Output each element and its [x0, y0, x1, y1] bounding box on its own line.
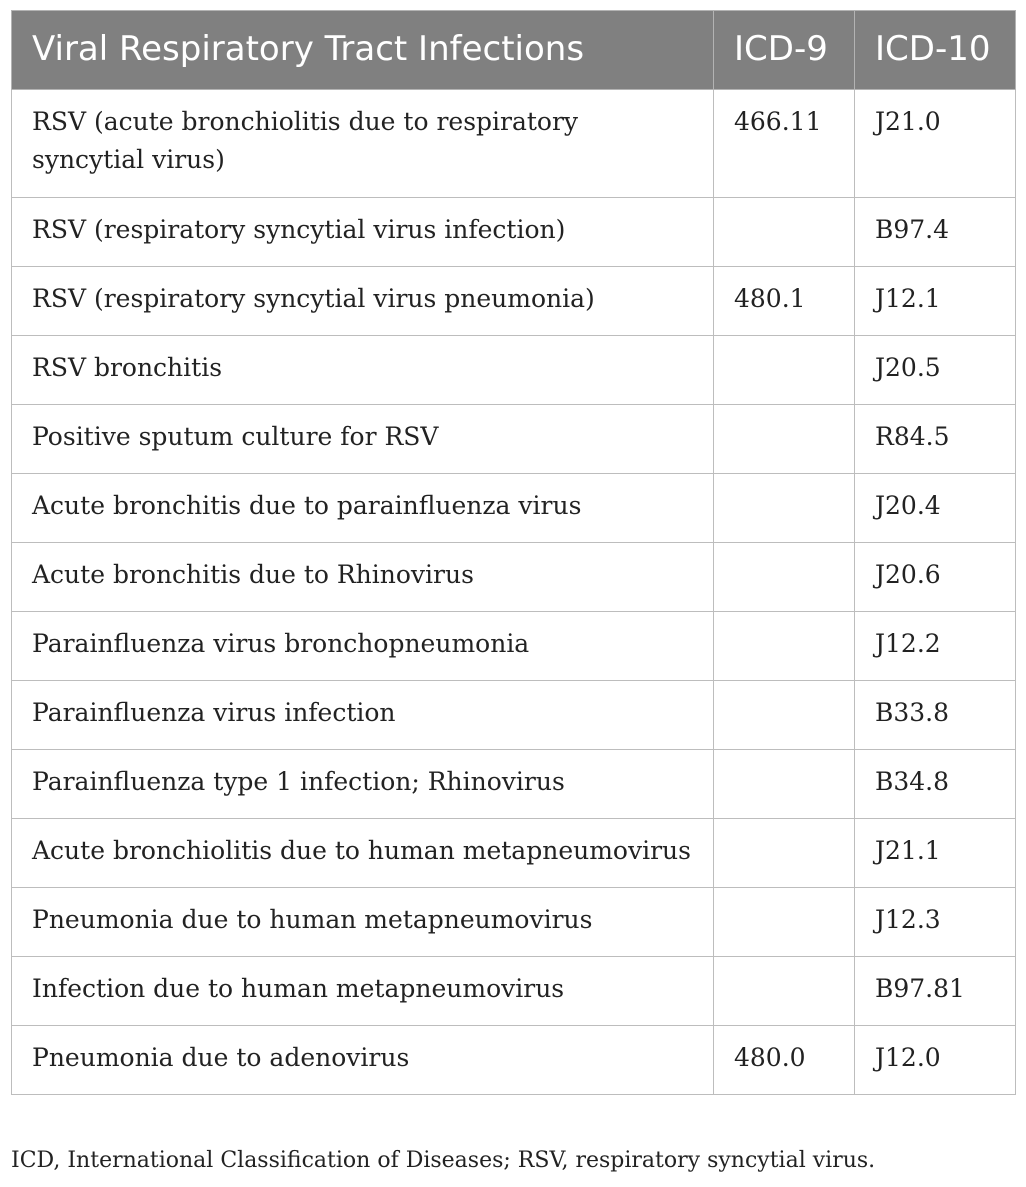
cell-icd10: J12.0 [855, 1026, 1016, 1095]
cell-icd10: J12.1 [855, 267, 1016, 336]
header-icd10: ICD-10 [855, 11, 1016, 90]
cell-infection: Acute bronchiolitis due to human metapneumovirus [12, 819, 714, 888]
table-header-row [12, 11, 1016, 90]
cell-icd9 [714, 474, 855, 543]
header-infection: Viral Respiratory Tract Infections [12, 11, 714, 90]
cell-icd10: R84.5 [855, 405, 1016, 474]
cell-infection: Infection due to human metapneumovirus [12, 957, 714, 1026]
cell-icd9 [714, 543, 855, 612]
table-row [12, 957, 1016, 1026]
cell-infection: Acute bronchitis due to parainfluenza virus [12, 474, 714, 543]
table-row [12, 198, 1016, 267]
cell-infection: RSV bronchitis [12, 336, 714, 405]
cell-icd9 [714, 612, 855, 681]
cell-infection: RSV (acute bronchiolitis due to respiratory syncytial virus) [12, 90, 714, 198]
cell-icd9: 480.1 [714, 267, 855, 336]
cell-icd10: J21.0 [855, 90, 1016, 198]
table-row [12, 405, 1016, 474]
cell-icd9 [714, 957, 855, 1026]
header-icd9: ICD-9 [714, 11, 855, 90]
table-row [12, 1026, 1016, 1095]
cell-icd10: J12.3 [855, 888, 1016, 957]
cell-infection: Positive sputum culture for RSV [12, 405, 714, 474]
table-body [12, 90, 1016, 1095]
cell-icd9 [714, 681, 855, 750]
cell-icd10: J20.6 [855, 543, 1016, 612]
table-row [12, 267, 1016, 336]
table-row [12, 612, 1016, 681]
cell-icd9: 466.11 [714, 90, 855, 198]
cell-icd9 [714, 405, 855, 474]
cell-icd10: B97.4 [855, 198, 1016, 267]
cell-infection: Parainfluenza virus infection [12, 681, 714, 750]
table-row [12, 888, 1016, 957]
table-row [12, 819, 1016, 888]
cell-icd9: 480.0 [714, 1026, 855, 1095]
table-row [12, 474, 1016, 543]
cell-infection: Pneumonia due to human metapneumovirus [12, 888, 714, 957]
table-footnote: ICD, International Classification of Diseases; RSV, respiratory syncytial virus. [11, 1148, 876, 1173]
cell-icd9 [714, 888, 855, 957]
table-row [12, 543, 1016, 612]
cell-icd10: B33.8 [855, 681, 1016, 750]
table-row [12, 90, 1016, 198]
cell-infection: Parainfluenza type 1 infection; Rhinovirus [12, 750, 714, 819]
cell-icd9 [714, 336, 855, 405]
cell-icd10: B34.8 [855, 750, 1016, 819]
cell-icd9 [714, 819, 855, 888]
cell-infection: RSV (respiratory syncytial virus pneumonia) [12, 267, 714, 336]
table-row [12, 336, 1016, 405]
cell-icd10: B97.81 [855, 957, 1016, 1026]
cell-icd9 [714, 198, 855, 267]
cell-infection: Parainfluenza virus bronchopneumonia [12, 612, 714, 681]
cell-icd10: J21.1 [855, 819, 1016, 888]
icd-code-table-container [11, 10, 1015, 1095]
cell-icd10: J20.4 [855, 474, 1016, 543]
cell-icd10: J12.2 [855, 612, 1016, 681]
table-row [12, 681, 1016, 750]
icd-code-table [11, 10, 1016, 1095]
cell-infection: Pneumonia due to adenovirus [12, 1026, 714, 1095]
cell-icd9 [714, 750, 855, 819]
cell-infection: RSV (respiratory syncytial virus infection) [12, 198, 714, 267]
cell-icd10: J20.5 [855, 336, 1016, 405]
cell-infection: Acute bronchitis due to Rhinovirus [12, 543, 714, 612]
table-row [12, 750, 1016, 819]
